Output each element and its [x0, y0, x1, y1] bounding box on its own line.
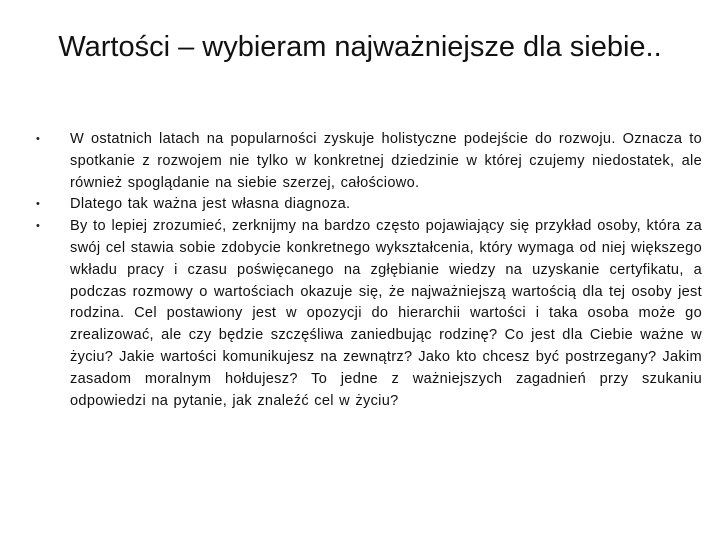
bullet-list [36, 129, 702, 412]
slide-title: Wartości – wybieram najważniejsze dla siebie.. [58, 31, 662, 63]
bullet-dot-icon: • [36, 198, 41, 211]
bullet-text: W ostatnich latach na popularności zyskuje holistyczne podejście do rozwoju. Oznacza to spotkanie z rozwojem nie tylko w konkretnej dziedzinie w której czujemy niedostatek, ale również spoglądanie na siebie szerzej, całościowo. [70, 131, 702, 191]
bullet-dot-icon: • [36, 220, 41, 233]
bullet-dot-icon: • [36, 133, 41, 145]
bullet-item [36, 194, 702, 216]
bullet-item [36, 216, 702, 412]
bullet-text: Dlatego tak ważna jest własna diagnoza. [70, 196, 351, 213]
bullet-item [36, 129, 702, 194]
bullet-text: By to lepiej zrozumieć, zerknijmy na bardzo często pojawiający się przykład osoby, która za swój cel stawia sobie zdobycie konkretnego wykształcenia, który wymaga od niej większego wkładu pracy i czasu poświęcanego na zgłębianie wiedzy na uzyskanie certyfikatu, a podczas rozmowy o wartościach okazuje się, że najważniejszą wartością dla tej osoby jest rodzina. Cel postawiony jest w opozycji do hierarchii wartości i taka osoba może go zrealizować, ale czy będzie szczęśliwa zaniedbując rodzinę? Co jest dla Ciebie ważne w życiu? Jakie wartości komunikujesz na zewnątrz? Jako kto chcesz być postrzegany? Jakim zasadom moralnym hołdujesz? To jedne z ważniejszych zagadnień przy szukaniu odpowiedzi na pytanie, jak znaleźć cel w życiu? [70, 218, 702, 409]
